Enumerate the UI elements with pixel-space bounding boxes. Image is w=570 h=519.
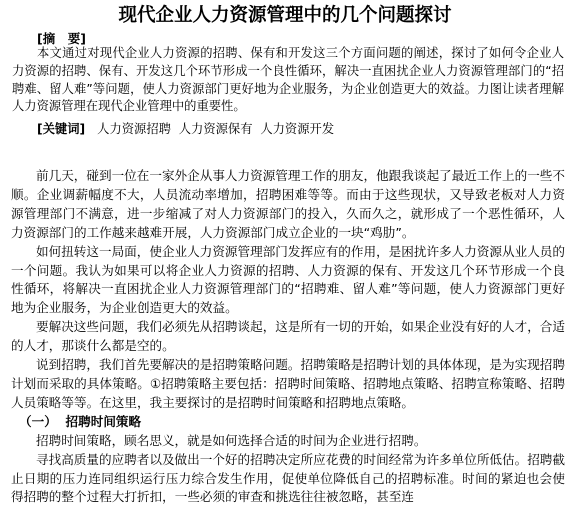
keywords-line: [37, 121, 334, 138]
document-body: [11, 167, 565, 507]
section-heading: （一） 招聘时间策略: [19, 413, 142, 429]
abstract-label: [摘 要]: [37, 31, 86, 46]
body-paragraph: 要解决这些问题，我们必须先从招聘谈起，这是所有一切的开始，如果企业没有好的人才，合适的人才，那谈什么都是空的。: [11, 319, 565, 354]
keywords-label: [关键词]: [37, 122, 86, 136]
body-paragraph: 前几天，碰到一位在一家外企从事人力资源管理工作的朋友，他跟我谈起了最近工作上的一些不顺。企业调薪幅度不大，人员流动率增加，招聘困难等等。而由于这些现状，又导致老板对人力资源管理部门不满意，进一步缩减了对人力资源部门的投入，久而久之，就形成了一个恶性循环，人力资源部门的工作越来越难开展，人力资源部门成立企业的一块“鸡肋”。: [11, 168, 565, 240]
body-paragraph: 说到招聘，我们首先要解决的是招聘策略问题。招聘策略是招聘计划的具体体现，是为实现招聘计划而采取的具体策略。①招聘策略主要包括：招聘时间策略、招聘地点策略、招聘宣称策略、招聘人员策略等等。在这里，我主要探讨的是招聘时间策略和招聘地点策略。: [11, 357, 565, 410]
document-title: 现代企业人力资源管理中的几个问题探讨: [118, 5, 452, 26]
body-paragraph: 寻找高质量的应聘者以及做出一个好的招聘决定所应花费的时间经常为许多单位所低估。招聘截止日期的压力连同组织运行压力综合发生作用，促使单位降低自己的招聘标准。时间的紧迫也会使得招聘的整个过程大打折扣，一些必须的审查和挑选往往被忽略，甚至连: [11, 451, 565, 505]
abstract-text: 本文通过对现代企业人力资源的招聘、保有和开发这三个方面问题的阐述，探讨了如何令企业人力资源的招聘、保有、开发这几个环节形成一个良性循环，解决一直困扰企业人力资源管理部门的“招聘难、留人难”等问题，使人力资源部门更好地为企业服务，为企业创造更大的效益。力图让读者理解人力资源管理在现代企业管理中的重要性。: [12, 46, 564, 114]
keywords-text: 人力资源招聘 人力资源保有 人力资源开发: [97, 122, 335, 136]
body-paragraph: 招聘时间策略，顾名思义，就是如何选择合适的时间为企业进行招聘。: [36, 432, 427, 448]
body-paragraph: 如何扭转这一局面，使企业人力资源管理部门发挥应有的作用，是困扰许多人力资源从业人员的一个问题。我认为如果可以将企业人力资源的招聘、人力资源的保有、开发这几个环节形成一个良性循环，将解决一直困扰企业人力资源管理部门的“招聘难、留人难”等问题，使人力资源部门更好地为企业服务，为企业创造更大的效益。: [11, 243, 565, 316]
